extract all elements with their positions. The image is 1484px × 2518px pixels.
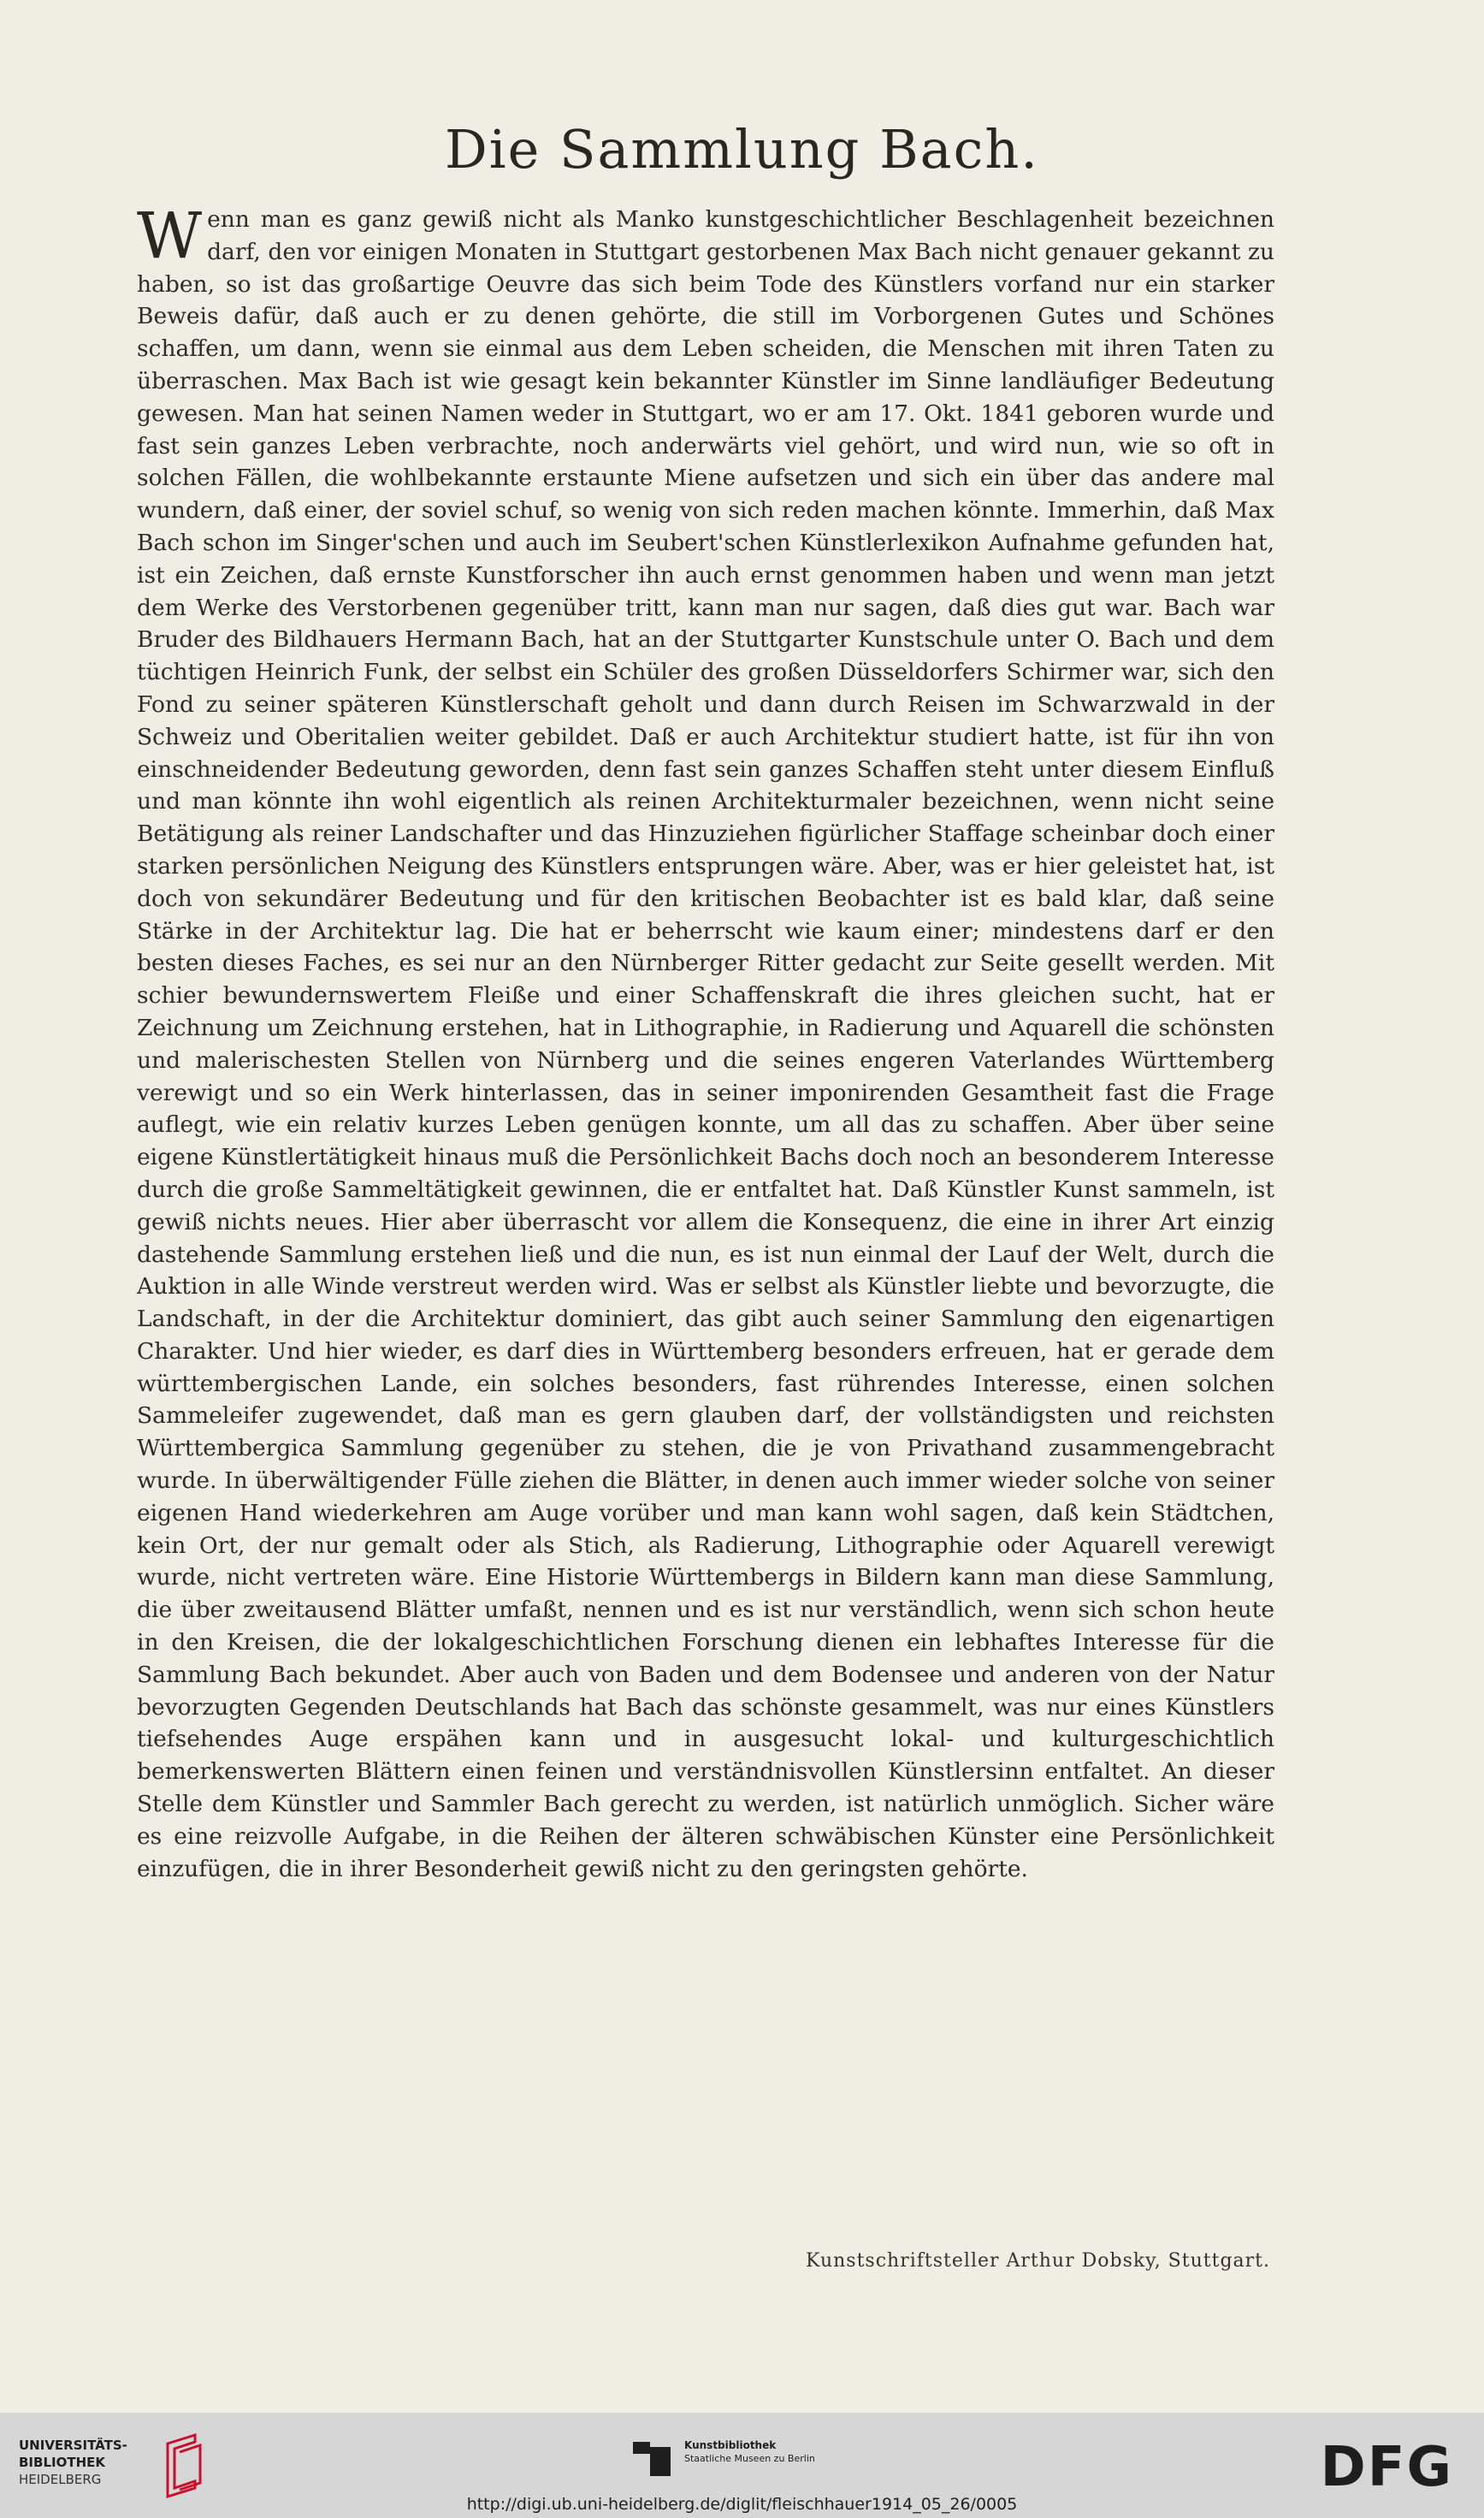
article-title: Die Sammlung Bach. bbox=[445, 118, 1039, 181]
article-body-text: enn man es ganz gewiß nicht als Manko kunstgeschichtlicher Beschlagenheit bezeichnen darf, den vor einigen Monaten in Stuttgart gestorbenen Max Bach nicht genauer gekannt zu haben, so ist das großartige Oeuvre das sich beim Tode des Künstlers vorfand nur ein starker Beweis dafür, daß auch er zu denen gehörte, die still im Vorborgenen Gutes und Schönes schaffen, um dann, wenn sie einmal aus dem Leben scheiden, die Menschen mit ihren Taten zu überraschen. Max Bach ist wie gesagt kein bekannter Künstler im Sinne landläufiger Bedeutung gewesen. Man hat seinen Namen weder in Stuttgart, wo er am 17. Okt. 1841 geboren wurde und fast sein ganzes Leben verbrachte, noch anderwärts viel gehört, und wird nun, wie so oft in solchen Fällen, die wohlbekannte erstaunte Miene aufsetzen und sich ein über das andere mal wundern, daß einer, der soviel schuf, so wenig von sich reden machen könnte. Immerhin, daß Max Bach schon im Singer'schen und auch im Seubert'schen Künstlerlexikon Aufnahme gefunden hat, ist ein Zeichen, daß ernste Kunstforscher ihn auch ernst genommen haben und wenn man jetzt dem Werke des Verstorbenen gegenüber tritt, kann man nur sagen, daß dies gut war. Bach war Bruder des Bildhauers Hermann Bach, hat an der Stuttgarter Kunstschule unter O. Bach und dem tüchtigen Heinrich Funk, der selbst ein Schüler des großen Düsseldorfers Schirmer war, sich den Fond zu seiner späteren Künstlerschaft geholt und dann durch Reisen im Schwarzwald in der Schweiz und Oberitalien weiter gebildet. Daß er auch Architektur studiert hatte, ist für ihn von einschneidender Bedeutung geworden, denn fast sein ganzes Schaffen steht unter diesem Einfluß und man könnte ihn wohl eigentlich als reinen Architekturmaler bezeichnen, wenn nicht seine Betätigung als reiner Landschafter und das Hinzuziehen figürlicher Staffage scheinbar doch einer starken persönlichen Neigung des Künstlers entsprungen wäre. Aber, was er hier geleistet hat, ist doch von sekundärer Bedeutung und für den kritischen Beobachter ist es bald klar, daß seine Stärke in der Architektur lag. Die hat er beherrscht wie kaum einer; mindestens darf er den besten dieses Faches, es sei nur an den Nürnberger Ritter gedacht zur Seite gesellt werden. Mit schier bewundernswertem Fleiße und einer Schaffenskraft die ihres gleichen sucht, hat er Zeichnung um Zeichnung erstehen, hat in Lithographie, in Radierung und Aquarell die schönsten und malerischesten Stellen von Nürnberg und die seines engeren Vaterlandes Württemberg verewigt und so ein Werk hinterlassen, das in seiner imponirenden Gesamtheit fast die Frage auflegt, wie ein relativ kurzes Leben genügen konnte, um all das zu schaffen. Aber über seine eigene Künstlertätigkeit hinaus muß die Persönlichkeit Bachs doch noch an besonderem Interesse durch die große Sammeltätigkeit gewinnen, die er entfaltet hat. Daß Künstler Kunst sammeln, ist gewiß nichts neues. Hier aber überrascht vor allem die Konsequenz, die eine in ihrer Art einzig dastehende Sammlung erstehen ließ und die nun, es ist nun einmal der Lauf der Welt, durch die Auktion in alle Winde verstreut werden wird. Was er selbst als Künstler liebte und bevorzugte, die Landschaft, in der die Architektur dominiert, das gibt auch seiner Sammlung den eigenartigen Charakter. Und hier wieder, es darf dies in Württemberg besonders erfreuen, hat er gerade dem württembergischen Lande, ein solches besonders, fast rührendes Interesse, einen solchen Sammeleifer zugewendet, daß man es gern glauben darf, der vollständigsten und reichsten Württembergica Sammlung gegenüber zu stehen, die je von Privathand zusammengebracht wurde. In überwältigender Fülle ziehen die Blätter, in denen auch immer wieder solche von seiner eigenen Hand wiederkehren am Auge vorüber und man kann wohl sagen, daß kein Städtchen, kein Ort, der nur gemalt oder als Stich, als Radierung, Lithographie oder Aquarell verewigt wurde, nicht vertreten wäre. Eine Historie Württembergs in Bildern kann man diese Sammlung, die über zweitausend Blätter umfaßt, nennen und es ist nur verständlich, wenn sich schon heute in den Kreisen, die der lokalgeschichtlichen Forschung dienen ein lebhaftes Interesse für die Sammlung Bach bekundet. Aber auch von Baden und dem Bodensee und anderen von der Natur bevorzugten Gegenden Deutschlands hat Bach das schönste gesammelt, was nur eines Künstlers tiefsehendes Auge erspähen kann und in ausgesucht lokal- und kulturgeschichtlich bemerkenswerten Blättern einen feinen und verständnisvollen Künstlersinn entfaltet. An dieser Stelle dem Künstler und Sammler Bach gerecht zu werden, ist natürlich unmöglich. Sicher wäre es eine reizvolle Aufgabe, in die Reihen der älteren schwäbischen Künster eine Persönlichkeit einzufügen, die in ihrer Besonderheit gewiß nicht zu den geringsten gehörte. bbox=[137, 206, 1274, 1882]
dfg-logo[interactable]: DFG bbox=[1320, 2436, 1453, 2499]
university-library-logo[interactable] bbox=[19, 2437, 127, 2488]
author-signature: Kunstschriftsteller Arthur Dobsky, Stuttgart. bbox=[806, 2250, 1270, 2272]
university-logo-line3: HEIDELBERG bbox=[19, 2472, 102, 2487]
university-logo-line1: UNIVERSITÄTS- bbox=[19, 2438, 127, 2453]
kunstbibliothek-subtitle: Staatliche Museen zu Berlin bbox=[684, 2453, 815, 2464]
page-url[interactable]: http://digi.ub.uni-heidelberg.de/diglit/fleischhauer1914_05_26/0005 bbox=[466, 2495, 1018, 2514]
university-logo-line2: BIBLIOTHEK bbox=[19, 2455, 105, 2470]
kunstbibliothek-name: Kunstbibliothek bbox=[684, 2439, 777, 2451]
drop-cap: W bbox=[137, 199, 203, 273]
university-emblem-icon bbox=[156, 2432, 207, 2502]
kunstbibliothek-icon bbox=[633, 2442, 672, 2476]
article-body bbox=[137, 199, 1274, 1885]
digitization-footer bbox=[0, 2413, 1484, 2518]
